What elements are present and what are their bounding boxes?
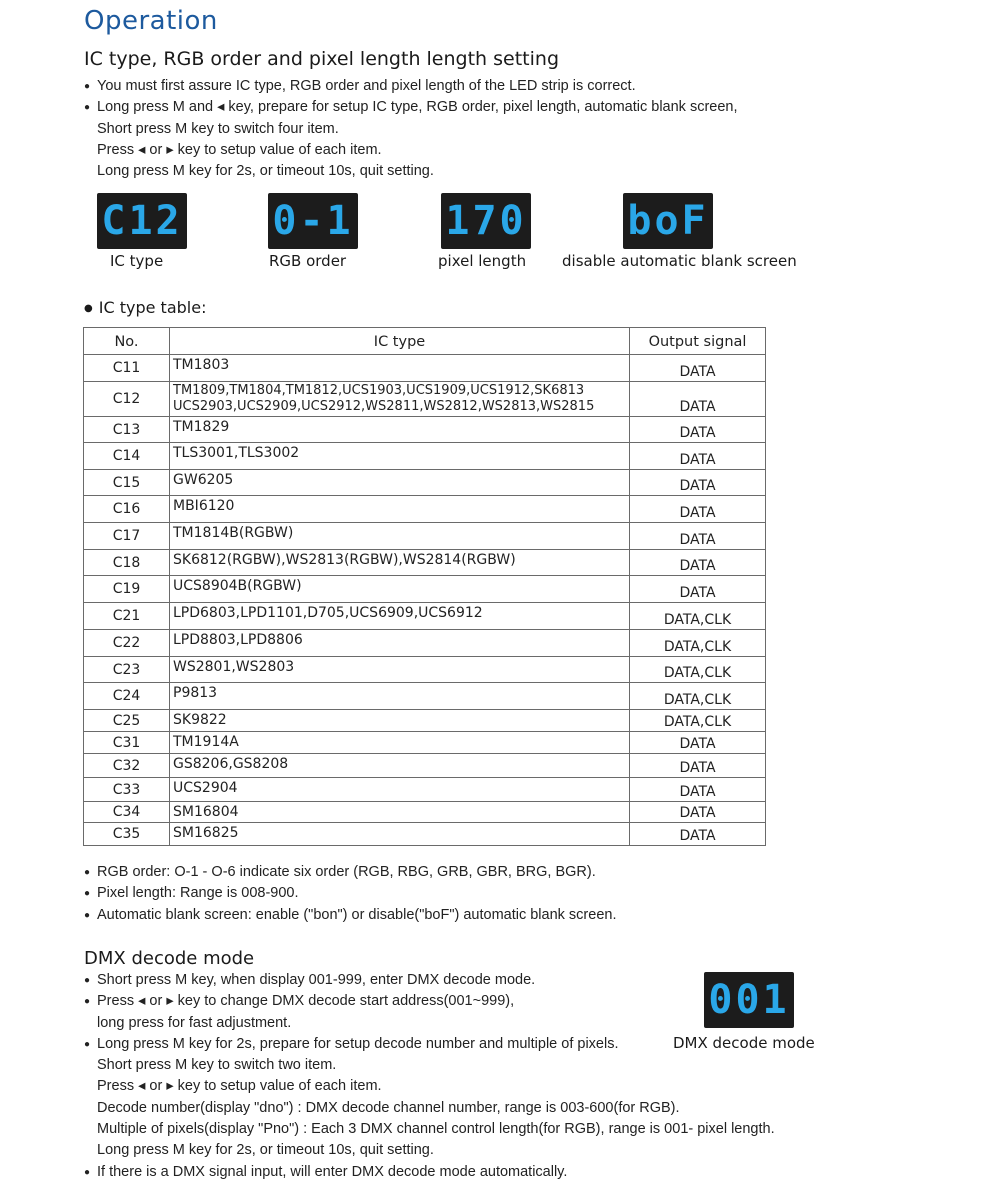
instruction-line: ● Long press M key for 2s, prepare for setup decode number and multiple of pixels.	[84, 1034, 775, 1055]
cell-ic-type	[170, 443, 630, 470]
cell-output: DATA	[630, 382, 766, 417]
lcd-caption: RGB order	[269, 252, 347, 270]
table-row	[84, 754, 766, 778]
ic-type-text: LPD8803,LPD8806	[173, 632, 303, 648]
instruction-line: Press ◂ or ▸ key to setup value of each item.	[97, 1078, 382, 1095]
cell-ic-type	[170, 683, 630, 710]
cell-output: DATA	[630, 355, 766, 382]
cell-no: C32	[84, 754, 170, 778]
lcd-value: 001	[708, 977, 790, 1023]
ic-type-text: UCS2904	[173, 780, 238, 796]
table-row	[84, 710, 766, 732]
lcd-value: 170	[445, 198, 527, 244]
cell-ic-type	[170, 576, 630, 603]
cell-no: C24	[84, 683, 170, 710]
cell-no: C11	[84, 355, 170, 382]
cell-no: C19	[84, 576, 170, 603]
cell-ic-type	[170, 355, 630, 382]
cell-output: DATA	[630, 417, 766, 443]
instruction-line: Long press M key for 2s, or timeout 10s, quit setting.	[97, 163, 434, 180]
ic-type-text: SK6812(RGBW),WS2813(RGBW),WS2814(RGBW)	[173, 552, 516, 568]
header-no: No.	[84, 328, 170, 355]
note-line: ● RGB order: O-1 - O-6 indicate six order (RGB, RBG, GRB, GBR, BRG, BGR).	[84, 862, 617, 883]
cell-output: DATA	[630, 443, 766, 470]
cell-ic-type	[170, 603, 630, 630]
ic-type-text: TLS3001,TLS3002	[173, 445, 300, 461]
ic-type-text: UCS2903,UCS2909,UCS2912,WS2811,WS2812,WS2813,WS2815	[173, 398, 595, 414]
cell-output: DATA,CLK	[630, 603, 766, 630]
lcd-value: boF	[627, 198, 709, 244]
cell-ic-type	[170, 754, 630, 778]
cell-no: C23	[84, 657, 170, 683]
table-row	[84, 603, 766, 630]
section-title-dmx: DMX decode mode	[84, 948, 255, 969]
cell-ic-type	[170, 550, 630, 576]
ic-type-text: TM1814B(RGBW)	[173, 525, 294, 541]
cell-output: DATA	[630, 823, 766, 846]
lcd-value: C12	[101, 198, 183, 244]
instruction-line: ● You must first assure IC type, RGB order and pixel length of the LED strip is correct.	[84, 76, 738, 97]
cell-output: DATA	[630, 754, 766, 778]
cell-no: C21	[84, 603, 170, 630]
cell-ic-type	[170, 802, 630, 823]
lcd-display-blank-screen	[623, 193, 713, 249]
lcd-caption: IC type	[110, 252, 164, 270]
instruction-line: Press ◂ or ▸ key to setup value of each item.	[97, 141, 382, 158]
cell-no: C35	[84, 823, 170, 846]
ic-type-text: SK9822	[173, 712, 227, 728]
cell-no: C25	[84, 710, 170, 732]
table-row	[84, 683, 766, 710]
note-line: ● Pixel length: Range is 008-900.	[84, 883, 617, 904]
cell-output: DATA	[630, 778, 766, 802]
cell-output: DATA	[630, 523, 766, 550]
cell-output: DATA,CLK	[630, 630, 766, 657]
page-heading: Operation	[84, 6, 218, 36]
ic-setting-instructions	[84, 76, 738, 182]
header-output: Output signal	[630, 328, 766, 355]
section-title-ic-setting: IC type, RGB order and pixel length length setting	[84, 48, 559, 70]
table-row	[84, 417, 766, 443]
table-row	[84, 355, 766, 382]
cell-ic-type	[170, 630, 630, 657]
ic-type-text: WS2801,WS2803	[173, 659, 295, 675]
header-ic-type: IC type	[170, 328, 630, 355]
lcd-caption: disable automatic blank screen	[562, 252, 797, 270]
dmx-instructions	[84, 970, 775, 1183]
lcd-caption: pixel length	[438, 252, 527, 270]
cell-output: DATA,CLK	[630, 710, 766, 732]
ic-type-text: TM1914A	[173, 734, 239, 750]
cell-output: DATA	[630, 802, 766, 823]
ic-type-text: UCS8904B(RGBW)	[173, 578, 302, 594]
table-row	[84, 496, 766, 523]
table-row	[84, 523, 766, 550]
table-row	[84, 657, 766, 683]
table-row	[84, 382, 766, 417]
ic-type-text: GW6205	[173, 472, 234, 488]
table-row	[84, 550, 766, 576]
cell-ic-type	[170, 417, 630, 443]
cell-no: C22	[84, 630, 170, 657]
table-row	[84, 732, 766, 754]
ic-type-text: SM16825	[173, 825, 239, 841]
cell-no: C14	[84, 443, 170, 470]
cell-no: C17	[84, 523, 170, 550]
instruction-line: Short press M key to switch four item.	[97, 120, 339, 137]
instruction-line: ● Press ◂ or ▸ key to change DMX decode start address(001~999),	[84, 991, 775, 1012]
ic-type-table	[83, 327, 766, 846]
cell-ic-type	[170, 778, 630, 802]
ic-type-text: SM16804	[173, 804, 239, 820]
ic-type-text: GS8206,GS8208	[173, 756, 289, 772]
cell-no: C16	[84, 496, 170, 523]
cell-output: DATA	[630, 470, 766, 496]
cell-no: C15	[84, 470, 170, 496]
ic-type-text: TM1803	[173, 357, 230, 373]
table-row	[84, 802, 766, 823]
cell-ic-type	[170, 523, 630, 550]
cell-no: C33	[84, 778, 170, 802]
cell-no: C31	[84, 732, 170, 754]
lcd-display-ic-type	[97, 193, 187, 249]
ic-table-body	[84, 355, 766, 846]
instruction-line: ● Long press M and ◂ key, prepare for setup IC type, RGB order, pixel length, automatic blank screen,	[84, 97, 738, 118]
table-row	[84, 630, 766, 657]
cell-output: DATA,CLK	[630, 683, 766, 710]
cell-no: C18	[84, 550, 170, 576]
instruction-line: ● Short press M key, when display 001-999, enter DMX decode mode.	[84, 970, 775, 991]
instruction-line: long press for fast adjustment.	[97, 1014, 292, 1031]
ic-table-title: ● IC type table:	[84, 298, 206, 317]
cell-no: C34	[84, 802, 170, 823]
table-notes	[84, 862, 617, 926]
lcd-display-pixel-length	[441, 193, 531, 249]
cell-no: C13	[84, 417, 170, 443]
cell-ic-type	[170, 496, 630, 523]
lcd-display-dmx	[704, 972, 794, 1028]
instruction-line: Multiple of pixels(display "Pno") : Each 3 DMX channel control length(for RGB), range is 001- pixel length.	[97, 1121, 775, 1138]
table-header-row	[84, 328, 766, 355]
note-line: ● Automatic blank screen: enable ("bon") or disable("boF") automatic blank screen.	[84, 905, 617, 926]
cell-output: DATA	[630, 732, 766, 754]
instruction-line: Decode number(display "dno") : DMX decode channel number, range is 003-600(for RGB).	[97, 1099, 680, 1116]
cell-output: DATA	[630, 550, 766, 576]
cell-ic-type	[170, 710, 630, 732]
cell-ic-type	[170, 470, 630, 496]
ic-type-text: LPD6803,LPD1101,D705,UCS6909,UCS6912	[173, 605, 483, 621]
instruction-line: Short press M key to switch two item.	[97, 1057, 337, 1074]
table-row	[84, 443, 766, 470]
table-row	[84, 576, 766, 603]
cell-ic-type	[170, 657, 630, 683]
cell-ic-type	[170, 382, 630, 417]
cell-output: DATA	[630, 576, 766, 603]
cell-ic-type	[170, 732, 630, 754]
table-row	[84, 470, 766, 496]
cell-output: DATA,CLK	[630, 657, 766, 683]
lcd-value: 0-1	[272, 198, 354, 244]
table-row	[84, 823, 766, 846]
ic-type-text: TM1809,TM1804,TM1812,UCS1903,UCS1909,UCS1912,SK6813	[173, 383, 585, 398]
table-row	[84, 778, 766, 802]
lcd-caption: DMX decode mode	[673, 1034, 815, 1052]
ic-type-text: TM1829	[173, 419, 230, 435]
ic-type-text: P9813	[173, 685, 218, 701]
cell-output: DATA	[630, 496, 766, 523]
lcd-display-rgb-order	[268, 193, 358, 249]
ic-type-text: MBI6120	[173, 498, 235, 514]
cell-no: C12	[84, 382, 170, 417]
cell-ic-type	[170, 823, 630, 846]
instruction-line: ● If there is a DMX signal input, will enter DMX decode mode automatically.	[84, 1162, 775, 1183]
instruction-line: Long press M key for 2s, or timeout 10s, quit setting.	[97, 1142, 434, 1159]
